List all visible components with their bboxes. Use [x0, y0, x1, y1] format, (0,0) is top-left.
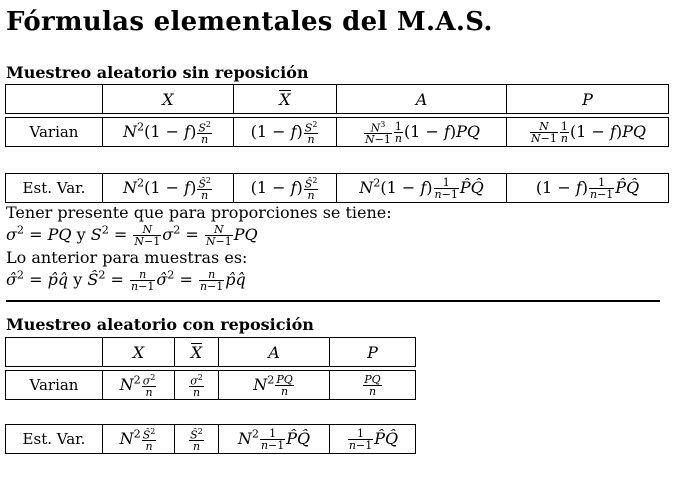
formula-estvar-x-bar-hat: $\frac{Ŝ^2}{n}$	[175, 425, 219, 454]
table-con-reposicion-variance	[5, 370, 416, 400]
row-label-est-variance: Est. Var.	[6, 174, 103, 203]
table-row	[6, 85, 669, 114]
table-sin-reposicion-header	[5, 84, 669, 114]
formula-var-x-hat: $N^2$ $\frac{\sigma^2}{n}$	[103, 371, 175, 400]
header-cell-x-hat: ˆ X	[103, 338, 175, 367]
header-cell-p-hat: ˆ P	[507, 85, 669, 114]
table-row	[6, 118, 669, 147]
section-divider	[6, 300, 660, 302]
note-line-2-connector: y	[76, 225, 86, 244]
row-label-variance: Varian	[6, 371, 103, 400]
formula-estvar-p-hat: (1 − f) $\frac{1}{n-1}$ P̂Q̂	[507, 174, 669, 203]
row-label-est-variance: Est. Var.	[6, 425, 103, 454]
table-row	[6, 371, 416, 400]
formula-var-a-hat: $N^2$ $\frac{PQ}{n}$	[219, 371, 330, 400]
header-cell-x-bar-hat: ˆ X	[234, 85, 337, 114]
formula-estvar-a-hat: $N^2$ $\frac{1}{n-1}$ P̂Q̂	[219, 425, 330, 454]
page-title: Fórmulas elementales del M.A.S.	[6, 7, 493, 37]
formula-var-x-hat: $N^2(1 - f)$ $\frac{S^2}{n}$	[103, 118, 234, 147]
section-heading-con-reposicion: Muestreo aleatorio con reposición	[6, 315, 314, 334]
note-line-4-connector: y	[73, 270, 83, 289]
table-row	[6, 425, 416, 454]
note-line-3: Lo anterior para muestras es:	[6, 248, 248, 267]
header-cell-empty	[6, 338, 103, 367]
note-line-1: Tener presente que para proporciones se tiene:	[6, 203, 392, 222]
header-cell-empty	[6, 85, 103, 114]
note-line-4: σ̂$^2$ = p̂q̂ y $Ŝ^2$ = $\frac{n}{n-1}$ σ̂$^2$ = $\frac{n}{n-1}$ p̂q̂	[6, 268, 246, 293]
table-row	[6, 338, 416, 367]
table-sin-reposicion-variance	[5, 117, 669, 147]
note-line-2: $\sigma^2$ = PQ y $S^2$ = $\frac{N}{N-1}$ $\sigma^2$ = $\frac{N}{N-1}$ PQ	[6, 223, 258, 248]
formula-estvar-p-hat: $\frac{1}{n-1}$ P̂Q̂	[330, 425, 416, 454]
row-label-variance: Varian	[6, 118, 103, 147]
formula-estvar-x-hat: $N^2(1 - f)$ $\frac{Ŝ^2}{n}$	[103, 174, 234, 203]
section-heading-sin-reposicion: Muestreo aleatorio sin reposición	[6, 63, 309, 82]
formula-var-p-hat: $\frac{PQ}{n}$	[330, 371, 416, 400]
header-cell-x-bar-hat: ˆ X	[175, 338, 219, 367]
table-sin-reposicion-est-variance	[5, 173, 669, 203]
formula-var-p-hat: $\frac{N}{N-1}$ $\frac{1}{n}$ (1 − f)PQ	[507, 118, 669, 147]
formula-var-a-hat: $\frac{N^3}{N-1}$ $\frac{1}{n}$ (1 − f)PQ	[337, 118, 507, 147]
formula-var-x-bar-hat: (1 − f) $\frac{S^2}{n}$	[234, 118, 337, 147]
table-con-reposicion-header	[5, 337, 416, 367]
header-cell-a-hat: ˆ A	[337, 85, 507, 114]
formula-estvar-x-bar-hat: (1 − f) $\frac{Ŝ^2}{n}$	[234, 174, 337, 203]
table-row	[6, 174, 669, 203]
formula-estvar-a-hat: $N^2(1 - f)$ $\frac{1}{n-1}$ P̂Q̂	[337, 174, 507, 203]
table-con-reposicion-est-variance	[5, 424, 416, 454]
formula-estvar-x-hat: $N^2$ $\frac{Ŝ^2}{n}$	[103, 425, 175, 454]
header-cell-p-hat: ˆ P	[330, 338, 416, 367]
header-cell-a-hat: ˆ A	[219, 338, 330, 367]
formula-var-x-bar-hat: $\frac{\sigma^2}{n}$	[175, 371, 219, 400]
header-cell-x-hat: ˆ X	[103, 85, 234, 114]
